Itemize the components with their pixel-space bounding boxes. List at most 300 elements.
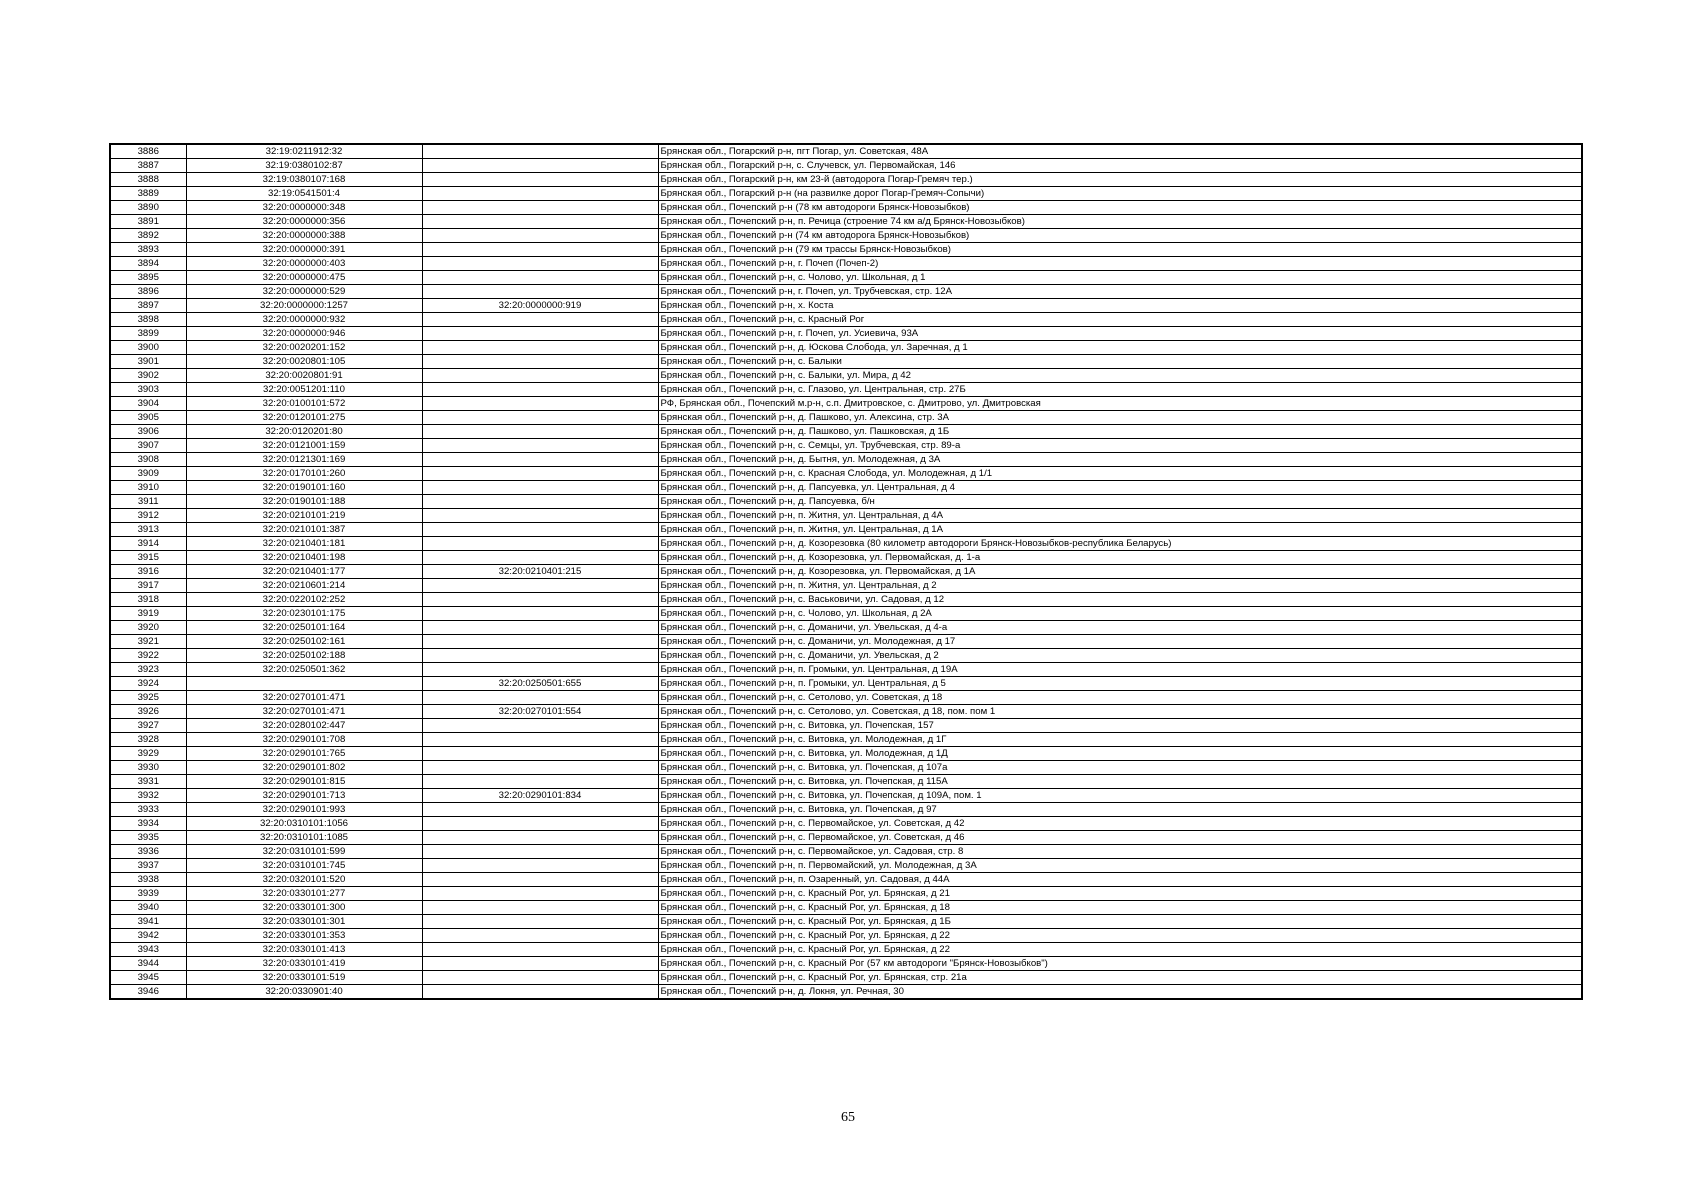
row-number-cell: 3942 [110, 929, 186, 943]
register-table [109, 143, 1583, 1000]
address-cell: Брянская обл., Почепский р-н, с. Красный Рог, ул. Брянская, стр. 21а [658, 971, 1582, 985]
table-row [110, 593, 1582, 607]
address-cell: РФ, Брянская обл., Почепский м.р-н, с.п. Дмитровское, с. Дмитрово, ул. Дмитровская [658, 397, 1582, 411]
row-number-cell: 3922 [110, 649, 186, 663]
address-cell: Брянская обл., Почепский р-н, п. Речица (строение 74 км а/д Брянск-Новозыбков) [658, 215, 1582, 229]
table-row [110, 579, 1582, 593]
cadastral-number-cell: 32:19:0380107:168 [186, 173, 422, 187]
row-number-cell: 3946 [110, 985, 186, 1000]
address-cell: Брянская обл., Почепский р-н, п. Громыки, ул. Центральная, д 5 [658, 677, 1582, 691]
table-row [110, 621, 1582, 635]
related-cadastral-number-cell [422, 579, 658, 593]
cadastral-number-cell: 32:20:0330101:353 [186, 929, 422, 943]
table-row [110, 383, 1582, 397]
related-cadastral-number-cell [422, 845, 658, 859]
address-cell: Брянская обл., Почепский р-н, п. Житня, ул. Центральная, д 1А [658, 523, 1582, 537]
cadastral-number-cell: 32:20:0330101:300 [186, 901, 422, 915]
related-cadastral-number-cell [422, 355, 658, 369]
related-cadastral-number-cell [422, 943, 658, 957]
row-number-cell: 3917 [110, 579, 186, 593]
row-number-cell: 3933 [110, 803, 186, 817]
table-row [110, 467, 1582, 481]
row-number-cell: 3929 [110, 747, 186, 761]
row-number-cell: 3894 [110, 257, 186, 271]
table-row [110, 929, 1582, 943]
table-row [110, 411, 1582, 425]
table-row [110, 397, 1582, 411]
cadastral-number-cell: 32:20:0020801:91 [186, 369, 422, 383]
table-row [110, 985, 1582, 1000]
table-row [110, 159, 1582, 173]
address-cell: Брянская обл., Почепский р-н, д. Козорезовка, ул. Первомайская, д 1А [658, 565, 1582, 579]
related-cadastral-number-cell: 32:20:0210401:215 [422, 565, 658, 579]
address-cell: Брянская обл., Почепский р-н, д. Пашково, ул. Алексина, стр. 3А [658, 411, 1582, 425]
row-number-cell: 3907 [110, 439, 186, 453]
address-cell: Брянская обл., Почепский р-н, с. Красный Рог (57 км автодороги "Брянск-Новозыбков") [658, 957, 1582, 971]
address-cell: Брянская обл., Погарский р-н (на развилке дорог Погар-Гремяч-Сопычи) [658, 187, 1582, 201]
address-cell: Брянская обл., Почепский р-н, г. Почеп, ул. Усиевича, 93А [658, 327, 1582, 341]
related-cadastral-number-cell [422, 187, 658, 201]
table-row [110, 481, 1582, 495]
address-cell: Брянская обл., Погарский р-н, с. Случевск, ул. Первомайская, 146 [658, 159, 1582, 173]
cadastral-number-cell: 32:20:0290101:713 [186, 789, 422, 803]
cadastral-number-cell [186, 677, 422, 691]
related-cadastral-number-cell [422, 621, 658, 635]
row-number-cell: 3943 [110, 943, 186, 957]
cadastral-number-cell: 32:20:0330101:413 [186, 943, 422, 957]
table-row [110, 299, 1582, 313]
related-cadastral-number-cell [422, 663, 658, 677]
cadastral-number-cell: 32:19:0380102:87 [186, 159, 422, 173]
related-cadastral-number-cell [422, 901, 658, 915]
related-cadastral-number-cell: 32:20:0290101:834 [422, 789, 658, 803]
address-cell: Брянская обл., Почепский р-н, с. Балыки, ул. Мира, д 42 [658, 369, 1582, 383]
table-row [110, 817, 1582, 831]
table-row [110, 677, 1582, 691]
address-cell: Брянская обл., Почепский р-н, с. Красный Рог, ул. Брянская, д 18 [658, 901, 1582, 915]
address-cell: Брянская обл., Почепский р-н, с. Балыки [658, 355, 1582, 369]
row-number-cell: 3893 [110, 243, 186, 257]
address-cell: Брянская обл., Погарский р-н, км 23-й (автодорога Погар-Гремяч тер.) [658, 173, 1582, 187]
row-number-cell: 3888 [110, 173, 186, 187]
row-number-cell: 3911 [110, 495, 186, 509]
cadastral-number-cell: 32:20:0210401:181 [186, 537, 422, 551]
cadastral-number-cell: 32:20:0310101:745 [186, 859, 422, 873]
table-row [110, 565, 1582, 579]
related-cadastral-number-cell [422, 467, 658, 481]
table-row [110, 649, 1582, 663]
related-cadastral-number-cell [422, 859, 658, 873]
row-number-cell: 3921 [110, 635, 186, 649]
row-number-cell: 3905 [110, 411, 186, 425]
related-cadastral-number-cell [422, 523, 658, 537]
cadastral-number-cell: 32:20:0310101:1085 [186, 831, 422, 845]
address-cell: Брянская обл., Почепский р-н, д. Юскова Слобода, ул. Заречная, д 1 [658, 341, 1582, 355]
address-cell: Брянская обл., Почепский р-н, с. Витовка, ул. Почепская, д 97 [658, 803, 1582, 817]
address-cell: Брянская обл., Почепский р-н, с. Витовка, ул. Почепская, д 107а [658, 761, 1582, 775]
row-number-cell: 3895 [110, 271, 186, 285]
related-cadastral-number-cell [422, 481, 658, 495]
row-number-cell: 3928 [110, 733, 186, 747]
related-cadastral-number-cell [422, 551, 658, 565]
table-row [110, 719, 1582, 733]
related-cadastral-number-cell [422, 929, 658, 943]
address-cell: Брянская обл., Почепский р-н, д. Козорезовка (80 километр автодороги Брянск-Новозыбков-республика Беларусь) [658, 537, 1582, 551]
cadastral-number-cell: 32:20:0170101:260 [186, 467, 422, 481]
row-number-cell: 3923 [110, 663, 186, 677]
related-cadastral-number-cell [422, 915, 658, 929]
table-row [110, 943, 1582, 957]
table-row [110, 439, 1582, 453]
cadastral-number-cell: 32:20:0320101:520 [186, 873, 422, 887]
table-row [110, 733, 1582, 747]
address-cell: Брянская обл., Почепский р-н, с. Витовка, ул. Почепская, д 115А [658, 775, 1582, 789]
table-row [110, 537, 1582, 551]
cadastral-number-cell: 32:20:0000000:475 [186, 271, 422, 285]
related-cadastral-number-cell [422, 144, 658, 159]
row-number-cell: 3919 [110, 607, 186, 621]
table-row [110, 551, 1582, 565]
cadastral-number-cell: 32:20:0000000:348 [186, 201, 422, 215]
table-row [110, 369, 1582, 383]
row-number-cell: 3902 [110, 369, 186, 383]
cadastral-number-cell: 32:20:0250102:161 [186, 635, 422, 649]
address-cell: Брянская обл., Почепский р-н, с. Первомайское, ул. Советская, д 46 [658, 831, 1582, 845]
cadastral-number-cell: 32:20:0330101:277 [186, 887, 422, 901]
cadastral-number-cell: 32:20:0000000:403 [186, 257, 422, 271]
cadastral-number-cell: 32:20:0210101:219 [186, 509, 422, 523]
cadastral-number-cell: 32:20:0330901:40 [186, 985, 422, 1000]
address-cell: Брянская обл., Почепский р-н, д. Козорезовка, ул. Первомайская, д. 1-а [658, 551, 1582, 565]
cadastral-number-cell: 32:20:0000000:391 [186, 243, 422, 257]
cadastral-number-cell: 32:20:0290101:802 [186, 761, 422, 775]
row-number-cell: 3892 [110, 229, 186, 243]
table-row [110, 859, 1582, 873]
row-number-cell: 3939 [110, 887, 186, 901]
cadastral-number-cell: 32:20:0121001:159 [186, 439, 422, 453]
cadastral-number-cell: 32:20:0270101:471 [186, 691, 422, 705]
related-cadastral-number-cell [422, 411, 658, 425]
cadastral-number-cell: 32:20:0270101:471 [186, 705, 422, 719]
cadastral-number-cell: 32:19:0211912:32 [186, 144, 422, 159]
related-cadastral-number-cell [422, 453, 658, 467]
table-row [110, 705, 1582, 719]
address-cell: Брянская обл., Почепский р-н, с. Сетолово, ул. Советская, д 18, пом. пом 1 [658, 705, 1582, 719]
address-cell: Брянская обл., Почепский р-н, д. Папсуевка, б/н [658, 495, 1582, 509]
related-cadastral-number-cell [422, 971, 658, 985]
related-cadastral-number-cell [422, 341, 658, 355]
row-number-cell: 3927 [110, 719, 186, 733]
address-cell: Брянская обл., Почепский р-н, с. Доманичи, ул. Молодежная, д 17 [658, 635, 1582, 649]
cadastral-number-cell: 32:19:0541501:4 [186, 187, 422, 201]
row-number-cell: 3899 [110, 327, 186, 341]
row-number-cell: 3912 [110, 509, 186, 523]
table-row [110, 663, 1582, 677]
address-cell: Брянская обл., Почепский р-н, д. Бытня, ул. Молодежная, д 3А [658, 453, 1582, 467]
address-cell: Брянская обл., Почепский р-н, д. Локня, ул. Речная, 30 [658, 985, 1582, 1000]
row-number-cell: 3938 [110, 873, 186, 887]
row-number-cell: 3924 [110, 677, 186, 691]
row-number-cell: 3916 [110, 565, 186, 579]
cadastral-number-cell: 32:20:0000000:1257 [186, 299, 422, 313]
cadastral-number-cell: 32:20:0020801:105 [186, 355, 422, 369]
related-cadastral-number-cell [422, 733, 658, 747]
cadastral-number-cell: 32:20:0250102:188 [186, 649, 422, 663]
row-number-cell: 3937 [110, 859, 186, 873]
row-number-cell: 3909 [110, 467, 186, 481]
related-cadastral-number-cell [422, 313, 658, 327]
related-cadastral-number-cell [422, 425, 658, 439]
cadastral-number-cell: 32:20:0020201:152 [186, 341, 422, 355]
related-cadastral-number-cell [422, 369, 658, 383]
address-cell: Брянская обл., Почепский р-н (78 км автодороги Брянск-Новозыбков) [658, 201, 1582, 215]
cadastral-number-cell: 32:20:0290101:765 [186, 747, 422, 761]
cadastral-number-cell: 32:20:0000000:932 [186, 313, 422, 327]
related-cadastral-number-cell [422, 383, 658, 397]
row-number-cell: 3936 [110, 845, 186, 859]
row-number-cell: 3900 [110, 341, 186, 355]
related-cadastral-number-cell [422, 607, 658, 621]
row-number-cell: 3920 [110, 621, 186, 635]
row-number-cell: 3901 [110, 355, 186, 369]
cadastral-number-cell: 32:20:0120101:275 [186, 411, 422, 425]
row-number-cell: 3890 [110, 201, 186, 215]
cadastral-number-cell: 32:20:0051201:110 [186, 383, 422, 397]
related-cadastral-number-cell [422, 649, 658, 663]
related-cadastral-number-cell [422, 957, 658, 971]
table-row [110, 803, 1582, 817]
row-number-cell: 3945 [110, 971, 186, 985]
address-cell: Брянская обл., Почепский р-н, с. Доманичи, ул. Увельская, д 2 [658, 649, 1582, 663]
address-cell: Брянская обл., Почепский р-н, с. Первомайское, ул. Советская, д 42 [658, 817, 1582, 831]
table-row [110, 425, 1582, 439]
cadastral-number-cell: 32:20:0000000:388 [186, 229, 422, 243]
row-number-cell: 3889 [110, 187, 186, 201]
related-cadastral-number-cell [422, 761, 658, 775]
cadastral-number-cell: 32:20:0330101:419 [186, 957, 422, 971]
cadastral-number-cell: 32:20:0000000:946 [186, 327, 422, 341]
cadastral-number-cell: 32:20:0250501:362 [186, 663, 422, 677]
address-cell: Брянская обл., Почепский р-н, д. Пашково, ул. Пашковская, д 1Б [658, 425, 1582, 439]
cadastral-number-cell: 32:20:0190101:160 [186, 481, 422, 495]
address-cell: Брянская обл., Почепский р-н, х. Коста [658, 299, 1582, 313]
cadastral-number-cell: 32:20:0210101:387 [186, 523, 422, 537]
row-number-cell: 3934 [110, 817, 186, 831]
related-cadastral-number-cell [422, 173, 658, 187]
row-number-cell: 3935 [110, 831, 186, 845]
address-cell: Брянская обл., Почепский р-н, с. Витовка, ул. Почепская, д 109А, пом. 1 [658, 789, 1582, 803]
cadastral-number-cell: 32:20:0250101:164 [186, 621, 422, 635]
related-cadastral-number-cell [422, 495, 658, 509]
table-row [110, 355, 1582, 369]
related-cadastral-number-cell [422, 887, 658, 901]
address-cell: Брянская обл., Погарский р-н, пгт Погар, ул. Советская, 48А [658, 144, 1582, 159]
cadastral-number-cell: 32:20:0100101:572 [186, 397, 422, 411]
table-row [110, 229, 1582, 243]
table-row [110, 285, 1582, 299]
row-number-cell: 3896 [110, 285, 186, 299]
related-cadastral-number-cell [422, 537, 658, 551]
table-row [110, 635, 1582, 649]
table-row [110, 144, 1582, 159]
row-number-cell: 3918 [110, 593, 186, 607]
address-cell: Брянская обл., Почепский р-н, с. Глазово, ул. Центральная, стр. 27Б [658, 383, 1582, 397]
table-row [110, 201, 1582, 215]
address-cell: Брянская обл., Почепский р-н, с. Первомайское, ул. Садовая, стр. 8 [658, 845, 1582, 859]
row-number-cell: 3897 [110, 299, 186, 313]
related-cadastral-number-cell [422, 803, 658, 817]
table-row [110, 187, 1582, 201]
row-number-cell: 3932 [110, 789, 186, 803]
table-row [110, 313, 1582, 327]
cadastral-number-cell: 32:20:0210401:198 [186, 551, 422, 565]
table-row [110, 215, 1582, 229]
related-cadastral-number-cell [422, 691, 658, 705]
address-cell: Брянская обл., Почепский р-н, п. Первомайский, ул. Молодежная, д 3А [658, 859, 1582, 873]
address-cell: Брянская обл., Почепский р-н, с. Красный Рог, ул. Брянская, д 22 [658, 943, 1582, 957]
address-cell: Брянская обл., Почепский р-н, п. Житня, ул. Центральная, д 4А [658, 509, 1582, 523]
row-number-cell: 3887 [110, 159, 186, 173]
table-row [110, 873, 1582, 887]
address-cell: Брянская обл., Почепский р-н, с. Васьковичи, ул. Садовая, д 12 [658, 593, 1582, 607]
cadastral-number-cell: 32:20:0210401:177 [186, 565, 422, 579]
row-number-cell: 3910 [110, 481, 186, 495]
table-row [110, 761, 1582, 775]
address-cell: Брянская обл., Почепский р-н, с. Витовка, ул. Почепская, 157 [658, 719, 1582, 733]
address-cell: Брянская обл., Почепский р-н, д. Папсуевка, ул. Центральная, д 4 [658, 481, 1582, 495]
cadastral-number-cell: 32:20:0190101:188 [186, 495, 422, 509]
row-number-cell: 3886 [110, 144, 186, 159]
related-cadastral-number-cell [422, 985, 658, 1000]
row-number-cell: 3908 [110, 453, 186, 467]
cadastral-number-cell: 32:20:0310101:599 [186, 845, 422, 859]
related-cadastral-number-cell [422, 285, 658, 299]
table-row [110, 789, 1582, 803]
row-number-cell: 3944 [110, 957, 186, 971]
address-cell: Брянская обл., Почепский р-н (79 км трассы Брянск-Новозыбков) [658, 243, 1582, 257]
table-row [110, 257, 1582, 271]
address-cell: Брянская обл., Почепский р-н, с. Красный Рог [658, 313, 1582, 327]
table-row [110, 971, 1582, 985]
address-cell: Брянская обл., Почепский р-н, с. Витовка, ул. Молодежная, д 1Д [658, 747, 1582, 761]
cadastral-number-cell: 32:20:0120201:80 [186, 425, 422, 439]
related-cadastral-number-cell: 32:20:0250501:655 [422, 677, 658, 691]
related-cadastral-number-cell [422, 747, 658, 761]
row-number-cell: 3925 [110, 691, 186, 705]
cadastral-number-cell: 32:20:0290101:993 [186, 803, 422, 817]
row-number-cell: 3914 [110, 537, 186, 551]
table-row [110, 747, 1582, 761]
cadastral-number-cell: 32:20:0280102:447 [186, 719, 422, 733]
table-row [110, 495, 1582, 509]
address-cell: Брянская обл., Почепский р-н, с. Красный Рог, ул. Брянская, д 21 [658, 887, 1582, 901]
related-cadastral-number-cell: 32:20:0270101:554 [422, 705, 658, 719]
related-cadastral-number-cell [422, 873, 658, 887]
register-table-body [110, 144, 1582, 999]
cadastral-number-cell: 32:20:0290101:815 [186, 775, 422, 789]
related-cadastral-number-cell [422, 229, 658, 243]
cadastral-number-cell: 32:20:0230101:175 [186, 607, 422, 621]
row-number-cell: 3898 [110, 313, 186, 327]
address-cell: Брянская обл., Почепский р-н (74 км автодорога Брянск-Новозыбков) [658, 229, 1582, 243]
address-cell: Брянская обл., Почепский р-н, с. Чолово, ул. Школьная, д 1 [658, 271, 1582, 285]
row-number-cell: 3930 [110, 761, 186, 775]
cadastral-number-cell: 32:20:0290101:708 [186, 733, 422, 747]
related-cadastral-number-cell [422, 327, 658, 341]
related-cadastral-number-cell [422, 635, 658, 649]
cadastral-number-cell: 32:20:0220102:252 [186, 593, 422, 607]
related-cadastral-number-cell [422, 593, 658, 607]
table-row [110, 607, 1582, 621]
related-cadastral-number-cell [422, 201, 658, 215]
table-row [110, 845, 1582, 859]
page-number: 65 [841, 1110, 855, 1125]
table-row [110, 243, 1582, 257]
address-cell: Брянская обл., Почепский р-н, с. Чолово, ул. Школьная, д 2А [658, 607, 1582, 621]
related-cadastral-number-cell [422, 831, 658, 845]
address-cell: Брянская обл., Почепский р-н, с. Сетолово, ул. Советская, д 18 [658, 691, 1582, 705]
related-cadastral-number-cell [422, 215, 658, 229]
cadastral-number-cell: 32:20:0121301:169 [186, 453, 422, 467]
related-cadastral-number-cell: 32:20:0000000:919 [422, 299, 658, 313]
address-cell: Брянская обл., Почепский р-н, п. Озаренный, ул. Садовая, д 44А [658, 873, 1582, 887]
table-row [110, 957, 1582, 971]
related-cadastral-number-cell [422, 509, 658, 523]
row-number-cell: 3941 [110, 915, 186, 929]
row-number-cell: 3906 [110, 425, 186, 439]
table-row [110, 173, 1582, 187]
related-cadastral-number-cell [422, 257, 658, 271]
address-cell: Брянская обл., Почепский р-н, с. Красный Рог, ул. Брянская, д 1Б [658, 915, 1582, 929]
address-cell: Брянская обл., Почепский р-н, г. Почеп (Почеп-2) [658, 257, 1582, 271]
related-cadastral-number-cell [422, 775, 658, 789]
table-row [110, 453, 1582, 467]
row-number-cell: 3903 [110, 383, 186, 397]
related-cadastral-number-cell [422, 397, 658, 411]
address-cell: Брянская обл., Почепский р-н, с. Красный Рог, ул. Брянская, д 22 [658, 929, 1582, 943]
row-number-cell: 3931 [110, 775, 186, 789]
related-cadastral-number-cell [422, 271, 658, 285]
cadastral-number-cell: 32:20:0330101:301 [186, 915, 422, 929]
related-cadastral-number-cell [422, 817, 658, 831]
address-cell: Брянская обл., Почепский р-н, п. Громыки, ул. Центральная, д 19А [658, 663, 1582, 677]
related-cadastral-number-cell [422, 159, 658, 173]
table-row [110, 509, 1582, 523]
cadastral-number-cell: 32:20:0000000:529 [186, 285, 422, 299]
table-row [110, 915, 1582, 929]
table-row [110, 831, 1582, 845]
cadastral-number-cell: 32:20:0000000:356 [186, 215, 422, 229]
address-cell: Брянская обл., Почепский р-н, с. Семцы, ул. Трубчевская, стр. 89-а [658, 439, 1582, 453]
table-row [110, 775, 1582, 789]
row-number-cell: 3915 [110, 551, 186, 565]
related-cadastral-number-cell [422, 243, 658, 257]
cadastral-number-cell: 32:20:0330101:519 [186, 971, 422, 985]
related-cadastral-number-cell [422, 719, 658, 733]
row-number-cell: 3926 [110, 705, 186, 719]
row-number-cell: 3891 [110, 215, 186, 229]
cadastral-number-cell: 32:20:0310101:1056 [186, 817, 422, 831]
address-cell: Брянская обл., Почепский р-н, с. Витовка, ул. Молодежная, д 1Г [658, 733, 1582, 747]
table-row [110, 887, 1582, 901]
address-cell: Брянская обл., Почепский р-н, с. Доманичи, ул. Увельская, д 4-а [658, 621, 1582, 635]
cadastral-number-cell: 32:20:0210601:214 [186, 579, 422, 593]
address-cell: Брянская обл., Почепский р-н, п. Житня, ул. Центральная, д 2 [658, 579, 1582, 593]
table-row [110, 271, 1582, 285]
row-number-cell: 3913 [110, 523, 186, 537]
table-row [110, 901, 1582, 915]
address-cell: Брянская обл., Почепский р-н, с. Красная Слобода, ул. Молодежная, д 1/1 [658, 467, 1582, 481]
